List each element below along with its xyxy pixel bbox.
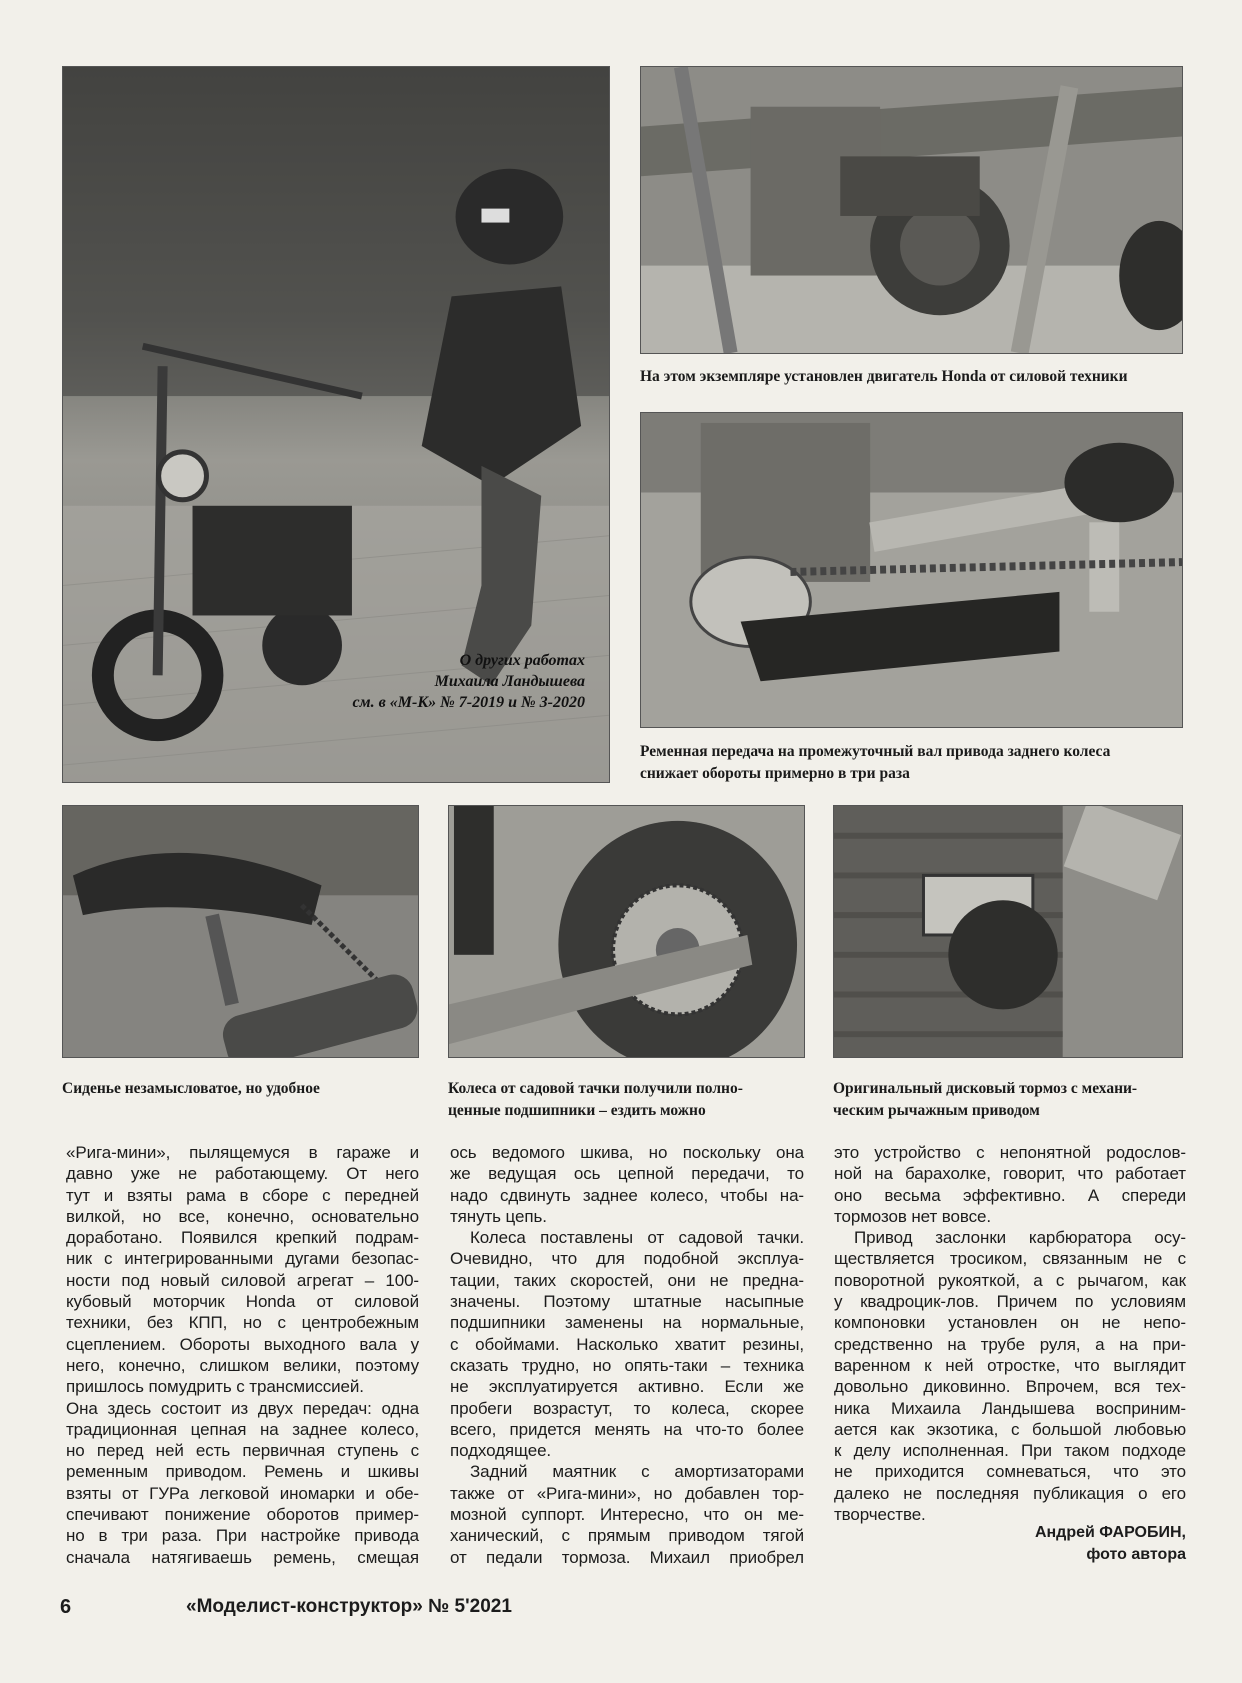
author-name: Андрей ФАРОБИН, (1034, 1524, 1186, 1541)
caption-brake: Оригинальный дисковый тормоз с механи- ческим рычажным приводом (833, 1080, 1138, 1119)
caption-seat: Сиденье незамысловатое, но удобное (62, 1080, 320, 1097)
text-column-2: ось ведомого шкива, но поскольку она же ведущая ось цепной передачи, то надо сдвинуть заднее колесо, чтобы на- тянуть цепь. Колеса поставлены от садовой тачки. Очевидно, что для подобной эксплуа- тации, таких скоростей, они не предна- значены. Поэтому штатные насыпные подшипники заменены на нормальные, с обоймами. Насколько хватит резины, сказать трудно, но опять-таки – техника не эксплуатируется активно. Если же пробеги возрастут, то колеса, скорее всего, придется менять на что-то более подходящее. Задний маятник с амортизаторами также от «Рига-мини», но добавлен тор- мозной суппорт. Интересно, что он ме- ханический, с прямым приводом тягой от педали тормоза. Михаил приобрел (450, 1143, 804, 1567)
photo-credit: фото автора (1086, 1546, 1186, 1563)
author-signature (1035, 1522, 1186, 1566)
photo-belt (640, 412, 1183, 728)
page-number: 6 (60, 1596, 72, 1618)
text-column-1: «Рига-мини», пылящемуся в гараже и давно уже не работающему. От него тут и взяты рама в сборе с передней вилкой, но все, конечно, основательно доработано. Появился крепкий подрам- ник с интегрированными дугами безопас- ности под новый силовой агрегат – 100- кубовый моторчик Honda от силовой техники, без КПП, но с центробежным сцеплением. Обороты выходного вала у него, конечно, слишком велики, поэтому пришлось помудрить с трансмиссией. Она здесь состоит из двух передач: одна традиционная цепная на заднее колесо, но перед ней есть первичная ступень с ременным приводом. Ремень и шкивы взяты от ГУРа легковой иномарки и обе- спечивают понижение оборотов пример- но в три раза. При настройке привода сначала натягиваешь ремень, смещая (66, 1143, 419, 1567)
text-column-3: это устройство с непонятной родослов- ной на барахолке, говорит, что работает оно весьма эффективно. А спереди тормозов нет вовсе. Привод заслонки карбюратора осу- ществляется тросиком, связанным не с поворотной рукояткой, а с рычагом, как у квадроцик-лов. Причем по условиям компоновки установлен он не непо- средственно на трубе руля, а на при- варенном к ней отростке, что выглядит довольно диковинно. Впрочем, вся тех- ника Михаила Ландышева восприним- ается как экзотика, с большой любовью к делу исполненная. При таком подходе не приходится сомневаться, что это далеко не последняя публикация о его творчестве. (834, 1143, 1186, 1525)
photo-seat (62, 805, 419, 1058)
magazine-issue: «Моделист-конструктор» № 5'2021 (186, 1596, 512, 1617)
photo-engine (640, 66, 1183, 354)
caption-belt: Ременная передача на промежуточный вал привода заднего колеса снижает обороты примерно в три раза (640, 743, 1111, 782)
photo-wheel (448, 805, 805, 1058)
rider-inset-note: О других работах Михаила Ландышева см. в «М-К» № 7-2019 и № 3-2020 (352, 652, 585, 711)
photo-brake (833, 805, 1183, 1058)
caption-wheel: Колеса от садовой тачки получили полно- ценные подшипники – ездить можно (448, 1080, 743, 1119)
photo-rider (62, 66, 610, 783)
caption-engine: На этом экземпляре установлен двигатель Honda от силовой техники (640, 368, 1128, 385)
